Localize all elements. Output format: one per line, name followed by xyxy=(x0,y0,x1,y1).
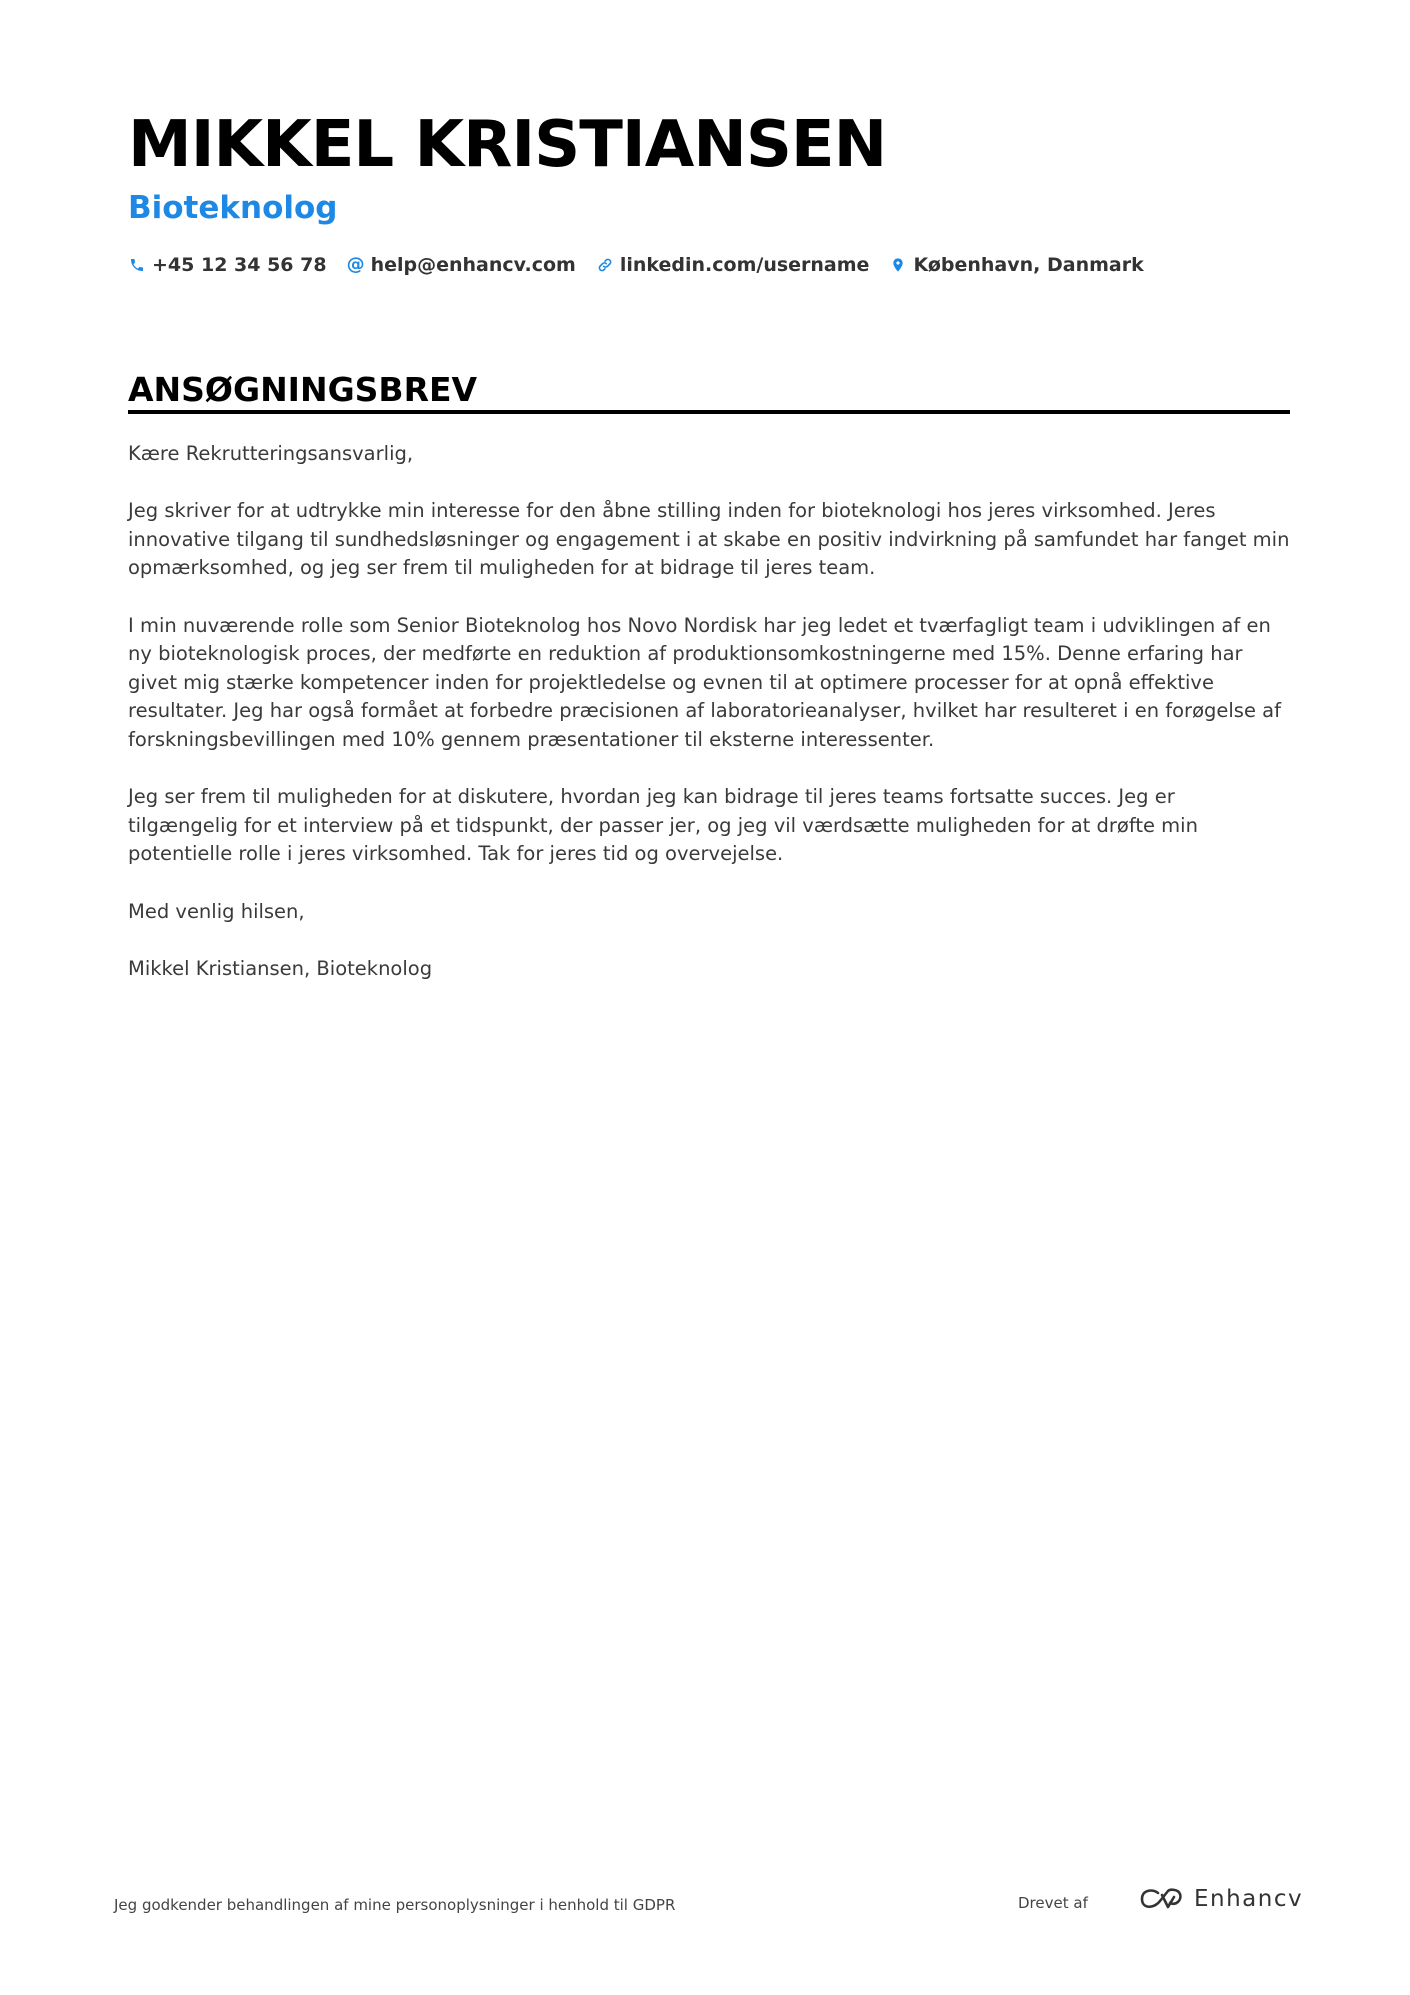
enhancv-logo-text: Enhancv xyxy=(1194,1886,1304,1912)
contact-email xyxy=(347,254,576,276)
letter-body xyxy=(128,440,1290,1012)
gdpr-consent-text: Jeg godkender behandlingen af mine personoplysninger i henhold til GDPR xyxy=(114,1896,676,1914)
contact-location-text: København, Danmark xyxy=(913,254,1144,276)
letter-paragraph: Jeg skriver for at udtrykke min interesse for den åbne stilling inden for bioteknologi hos jeres virksomhed. Jeres innovative tilgang til sundhedsløsninger og engagement i at skabe en positiv indvirkning på samfundet har fanget min opmærksomhed, og jeg ser frem til muligheden for at bidrage til jeres team. xyxy=(128,499,1290,580)
phone-icon xyxy=(128,256,146,274)
powered-by-label: Drevet af xyxy=(1018,1894,1088,1912)
letter-paragraph: Jeg ser frem til muligheden for at diskutere, hvordan jeg kan bidrage til jeres teams fortsatte succes. Jeg er tilgængelig for et interview på et tidspunkt, der passer jer, og jeg vil værdsætte muligheden for at drøfte min potentielle rolle i jeres virksomhed. Tak for jeres tid og overvejelse. xyxy=(128,785,1198,866)
contact-location xyxy=(889,254,1143,276)
letter-greeting: Kære Rekrutteringsansvarlig, xyxy=(128,442,414,465)
at-icon: @ xyxy=(346,254,365,275)
section-heading: ANSØGNINGSBREV xyxy=(128,370,478,409)
letter-signature: Mikkel Kristiansen, Bioteknolog xyxy=(128,956,433,980)
letter-paragraph: I min nuværende rolle som Senior Bioteknolog hos Novo Nordisk har jeg ledet et tværfagligt team i udviklingen af en ny bioteknologisk proces, der medførte en reduktion af produktionsomkostningerne med 15%. Denne erfaring har givet mig stærke kompetencer inden for projektledelse og evnen til at optimere processer for at opnå effektive resultater. Jeg har også formået at forbedre præcisionen af laboratorieanalyser, hvilket har resulteret i en forøgelse af forskningsbevillingen med 10% gennem præsentationer til eksterne interessenter. xyxy=(128,613,1281,751)
enhancv-logo-icon xyxy=(1138,1886,1184,1912)
link-icon xyxy=(596,256,614,274)
location-pin-icon xyxy=(889,256,907,274)
job-title: Bioteknolog xyxy=(128,190,338,226)
contact-phone-text: +45 12 34 56 78 xyxy=(152,254,327,276)
contact-email-text: help@enhancv.com xyxy=(370,254,576,276)
letter-closing: Med venlig hilsen, xyxy=(128,899,305,923)
section-divider xyxy=(128,410,1290,414)
contact-phone xyxy=(128,254,327,276)
contact-linkedin xyxy=(596,254,870,276)
enhancv-logo[interactable] xyxy=(1138,1886,1303,1912)
contact-bar xyxy=(128,254,1164,276)
candidate-name: MIKKEL KRISTIANSEN xyxy=(128,108,887,182)
contact-linkedin-text: linkedin.com/username xyxy=(619,254,870,276)
